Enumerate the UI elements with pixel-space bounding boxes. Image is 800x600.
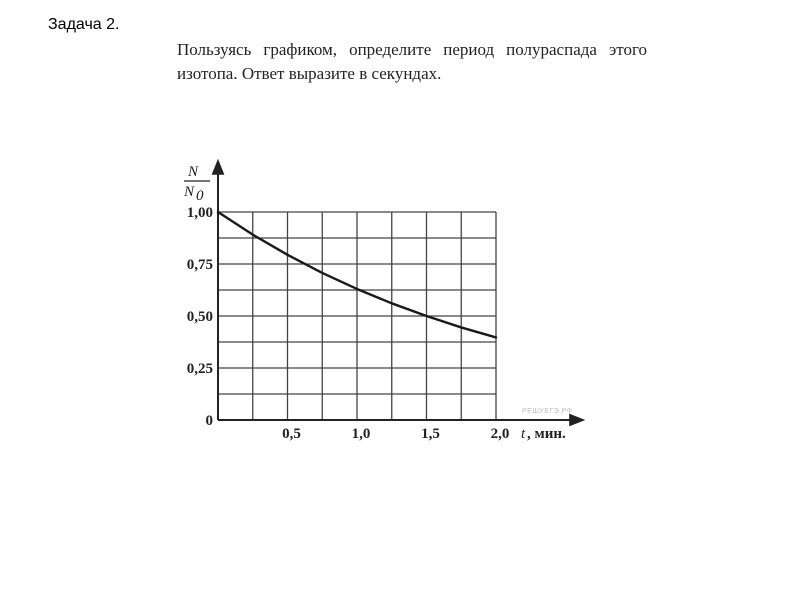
chart-grid — [218, 212, 496, 420]
y-axis-label-denominator: N — [184, 184, 195, 200]
x-tick-label: 1,0 — [351, 426, 371, 442]
watermark: РЕШУЕГЭ.РФ — [522, 408, 573, 415]
x-tick-label: 0,5 — [282, 426, 301, 442]
y-tick-label: 0,75 — [186, 257, 213, 273]
task-text: Пользуясь графиком, определите период полураспада этого изотопа. Ответ выразите в секундах. — [177, 40, 647, 83]
x-axis-label-unit: , мин. — [527, 426, 566, 442]
y-tick-label: 0,50 — [186, 309, 213, 325]
chart-axes — [218, 162, 582, 420]
y-axis-label-numerator: N — [188, 164, 199, 180]
y-axis-label-denominator-subscript: 0 — [196, 188, 204, 204]
x-axis-label-variable: t — [521, 426, 526, 442]
x-tick-label: 2,0 — [490, 426, 510, 442]
x-tick-label: 1,5 — [421, 426, 440, 442]
y-tick-label: 1,00 — [186, 205, 213, 221]
y-tick-label: 0 — [205, 413, 213, 429]
y-tick-label: 0,25 — [186, 361, 213, 377]
task-title: Задача 2. — [48, 16, 120, 33]
